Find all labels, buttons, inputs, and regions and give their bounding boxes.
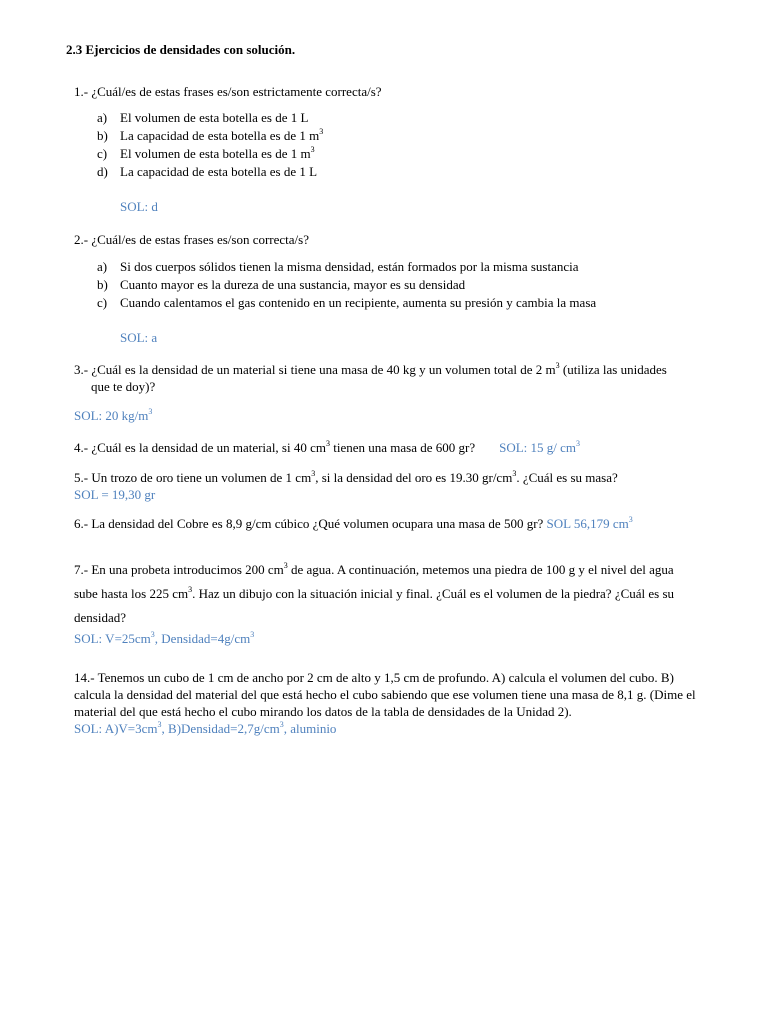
question-5-text: 5.- Un trozo de oro tiene un volumen de 1 $cm^3$, si la densidad del oro es 19.30 $gr/cm^3$. ¿Cuál es su masa?: [74, 468, 618, 485]
question-14-text: 14.- Tenemos un cubo de 1 cm de ancho por 2 cm de alto y 1,5 cm de profundo. A) calcula el volumen del cubo. B) calcula la densidad del material del que está hecho el cubo sabiendo que ese volumen tiene una masa de 8,1 g. (Dime el material del que está hecho el cubo mirando los datos de la tabla de densidades de la Unidad 2).: [74, 670, 696, 719]
question-2-options: [97, 258, 697, 312]
question-5: [74, 469, 714, 503]
question-1-solution: SOL: d: [120, 199, 158, 214]
question-2: [74, 231, 704, 248]
question-14-solution: SOL: $A)V=3cm^3$, $B)Densidad=2,7g/cm^3$, aluminio: [74, 719, 337, 736]
option-item: d) La capacidad de esta botella es de 1 L: [97, 164, 318, 179]
option-item: b) Cuanto mayor es la dureza de una sustancia, mayor es su densidad: [97, 277, 466, 292]
question-2-text: 2.- ¿Cuál/es de estas frases es/son correcta/s?: [74, 232, 309, 247]
question-5-solution: SOL = 19,30 gr: [74, 487, 156, 502]
page-title: 2.3 Ejercicios de densidades con solución.: [66, 42, 296, 57]
question-7-text: 7.- En una probeta introducimos 200 $cm^3$ de agua. A continuación, metemos una piedra de 100 g y el nivel del agua sube hasta los 225 $cm^3$. Haz un dibujo con la situación inicial y final. ¿Cuál es el volumen de la piedra? ¿Cuál es su densidad?: [74, 560, 675, 625]
question-6-text: 6.- La densidad del Cobre es 8,9 g/cm cúbico ¿Qué volumen ocupara una masa de 500 gr? SOL 56,179 $cm^3$: [74, 514, 633, 531]
question-7-solution: SOL: $V=25cm^3$, $Densidad=4g/cm^3$: [74, 629, 255, 646]
option-item: c) Cuando calentamos el gas contenido en un recipiente, aumenta su presión y cambia la masa: [97, 295, 597, 310]
question-3: [74, 361, 674, 395]
question-4-solution: SOL: 15 g/ $cm^3$: [499, 438, 581, 455]
option-item: b) La capacidad de esta botella es de 1 $m^3$: [97, 126, 324, 143]
question-7: [74, 558, 686, 647]
question-1: [74, 83, 704, 100]
option-item: c) El volumen de esta botella es de 1 $m^3$: [97, 144, 315, 161]
question-4: [74, 439, 714, 456]
question-1-text: 1.- ¿Cuál/es de estas frases es/son estrictamente correcta/s?: [74, 84, 382, 99]
question-3-solution: SOL: 20 $kg/m^3$: [74, 406, 153, 423]
question-1-options: [97, 109, 697, 181]
option-item: a) El volumen de esta botella es de 1 L: [97, 110, 309, 125]
question-6: [74, 515, 724, 532]
question-3-text: 3.- ¿Cuál es la densidad de un material si tiene una masa de 40 kg y un volumen total de 2 $m^3$ (utiliza las unidades que te doy)?: [74, 360, 667, 394]
question-6-solution: SOL 56,179 $cm^3$: [546, 514, 633, 531]
question-2-solution: SOL: a: [120, 330, 158, 345]
option-item: a) Si dos cuerpos sólidos tienen la misma densidad, están formados por la misma sustancia: [97, 259, 579, 274]
question-14: [74, 669, 698, 737]
question-4-text: 4.- ¿Cuál es la densidad de un material, si 40 $cm^3$ tienen una masa de 600 gr? SOL: 15 g/ $cm^3$: [74, 438, 581, 455]
